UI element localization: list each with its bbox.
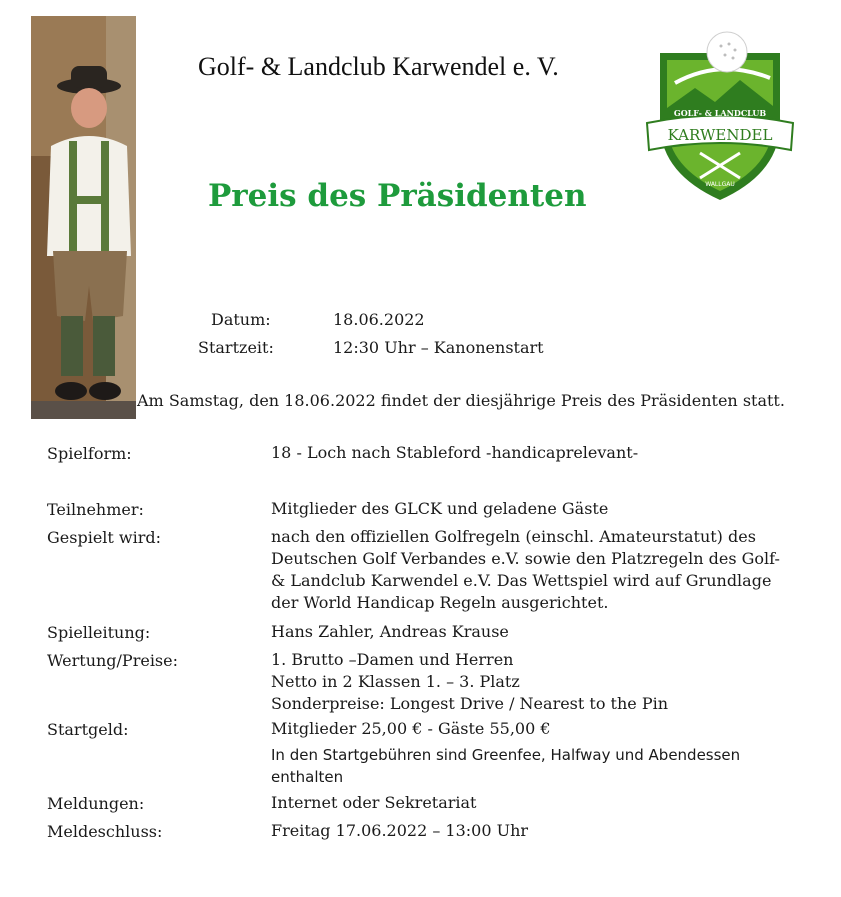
gespielt-line: & Landclub Karwendel e.V. Das Wettspiel wird auf Grundlage	[271, 571, 772, 590]
intro-text: Am Samstag, den 18.06.2022 findet der diesjährige Preis des Präsidenten statt.	[137, 391, 785, 410]
wertung-value	[271, 649, 668, 715]
teilnehmer-value: Mitglieder des GLCK und geladene Gäste	[271, 499, 609, 518]
startgeld-value: Mitglieder 25,00 € - Gäste 55,00 €	[271, 719, 551, 738]
startgeld-note-line: enthalten	[271, 768, 344, 786]
logo-line1: GOLF- & LANDCLUB	[673, 108, 767, 118]
club-crest	[645, 28, 795, 203]
logo-line3: WALLGAU	[705, 181, 735, 188]
page-title: Preis des Präsidenten	[208, 178, 587, 214]
president-figure	[31, 16, 136, 419]
leitung-value: Hans Zahler, Andreas Krause	[271, 622, 509, 641]
logo-line2: KARWENDEL	[667, 126, 773, 144]
gespielt-line: der World Handicap Regeln ausgerichtet.	[271, 593, 609, 612]
startgeld-note-line: In den Startgebühren sind Greenfee, Halfway und Abendessen	[271, 746, 741, 764]
spielform-value: 18 - Loch nach Stableford -handicaprelevant-	[271, 443, 639, 462]
date-label: Datum:	[211, 310, 271, 329]
meldungen-value: Internet oder Sekretariat	[271, 793, 477, 812]
club-logo	[645, 28, 795, 203]
meldeschluss-value: Freitag 17.06.2022 – 13:00 Uhr	[271, 821, 529, 840]
wertung-line: 1. Brutto –Damen und Herren	[271, 650, 514, 669]
teilnehmer-label: Teilnehmer:	[47, 500, 144, 519]
gespielt-line: Deutschen Golf Verbandes e.V. sowie den Platzregeln des Golf-	[271, 549, 780, 568]
startgeld-label: Startgeld:	[47, 720, 129, 739]
start-value: 12:30 Uhr – Kanonenstart	[333, 338, 544, 357]
wertung-label: Wertung/Preise:	[47, 651, 178, 670]
wertung-line: Netto in 2 Klassen 1. – 3. Platz	[271, 672, 520, 691]
spielform-label: Spielform:	[47, 444, 132, 463]
club-name: Golf- & Landclub Karwendel e. V.	[198, 52, 559, 81]
gespielt-label: Gespielt wird:	[47, 528, 162, 547]
startgeld-note	[271, 744, 740, 788]
wertung-line: Sonderpreise: Longest Drive / Nearest to the Pin	[271, 694, 669, 713]
start-label: Startzeit:	[198, 338, 274, 357]
meldeschluss-label: Meldeschluss:	[47, 822, 163, 841]
leitung-label: Spielleitung:	[47, 623, 151, 642]
gespielt-value	[271, 526, 780, 614]
gespielt-line: nach den offiziellen Golfregeln (einschl. Amateurstatut) des	[271, 527, 756, 546]
meldungen-label: Meldungen:	[47, 794, 145, 813]
president-photo	[31, 16, 136, 419]
date-value: 18.06.2022	[333, 310, 425, 329]
